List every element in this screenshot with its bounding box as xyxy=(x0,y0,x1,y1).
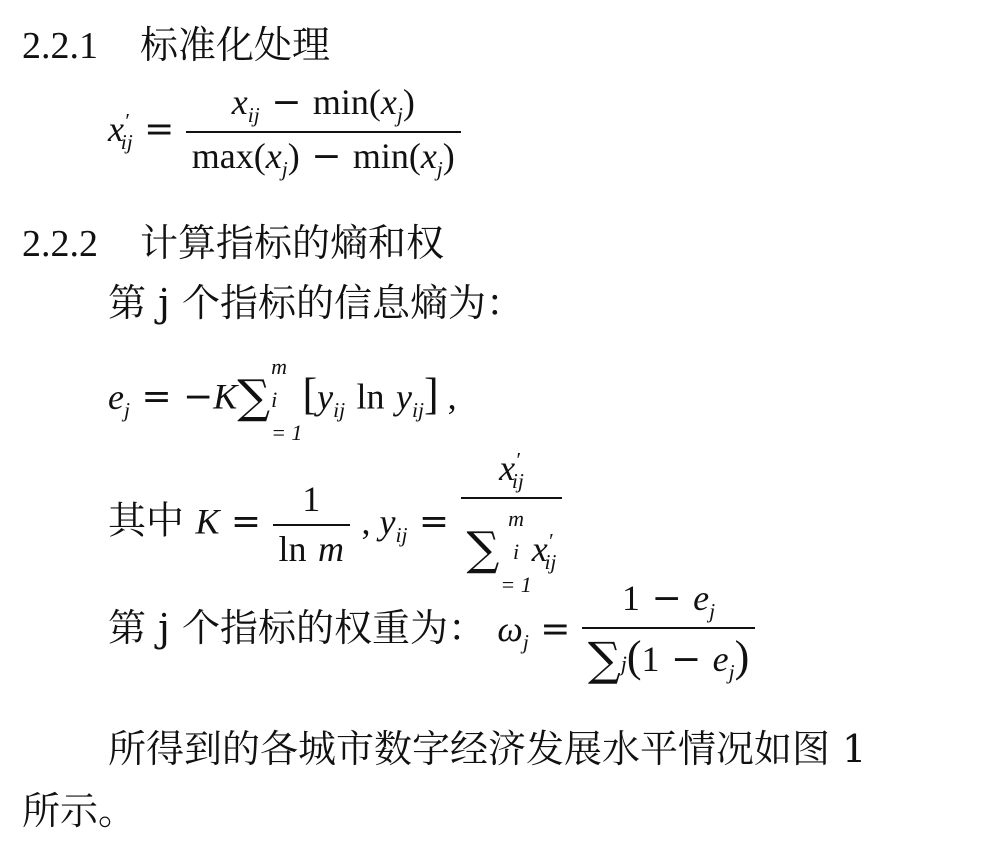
definitions-line: 其中 K = $\frac{1}{\text{ln m}}$ , $y_{ij}$ = $x'_{ij}$ ∑ m i = 1 $x'_{ij}$ xyxy=(108,448,562,601)
weight-intro: 第 j 个指标的权重为： xyxy=(108,605,486,650)
section-title: 计算指标的熵和权 xyxy=(140,221,445,265)
omega-j: $\omega_j$ xyxy=(497,608,529,655)
weight-fraction: $\frac{1 - e_j}{\sum j(1 - e_j)}$ xyxy=(582,578,755,686)
normalization-fraction xyxy=(186,82,461,182)
entropy-formula: $e_j = -K\sum$ m i = 1 [$y_{ij}$ $\ln y_{ij}$] , xyxy=(108,350,457,449)
conclusion-line-1: 所得到的各城市数字经济发展水平情况如图 1 xyxy=(108,727,867,771)
equals-sign: = xyxy=(144,109,186,151)
section-heading-2-2-2 xyxy=(22,212,444,267)
sum-symbol: ∑ xyxy=(237,369,271,424)
weight-formula-line: 第 j 个指标的权重为： $\omega_j$ = $\frac{1 - e_j}{\sum j(1 - e_j)}$ xyxy=(108,578,755,686)
fraction-bar xyxy=(186,131,461,133)
k-symbol: K xyxy=(195,501,220,542)
section-number: 2.2.2 xyxy=(22,223,98,265)
k-fraction: $\frac{1}{\text{ln m}}$ xyxy=(273,479,350,570)
conclusion-line-2: 所示。 xyxy=(22,789,137,833)
sum-limits: m i = 1 xyxy=(271,354,303,445)
fraction-denominator: $\max(x_j) - \min(x_j)$ xyxy=(191,136,455,182)
section-number: 2.2.1 xyxy=(22,25,98,67)
where-label: 其中 xyxy=(108,498,185,543)
fraction-numerator: $x_{ij} - \min(x_j)$ xyxy=(231,82,415,128)
entropy-intro: 第 j 个指标的信息熵为： xyxy=(108,281,524,325)
section-title: 标准化处理 xyxy=(140,23,331,67)
section-heading-2-2-1 xyxy=(22,14,330,69)
y-ij-symbol: $y_{ij}$ xyxy=(379,501,408,547)
normalization-formula xyxy=(108,82,461,182)
x-prime-ij: $x'_{ij}$ xyxy=(108,109,133,155)
y-fraction: $x'_{ij}$ ∑ m i = 1 $x'_{ij}$ xyxy=(461,448,563,601)
